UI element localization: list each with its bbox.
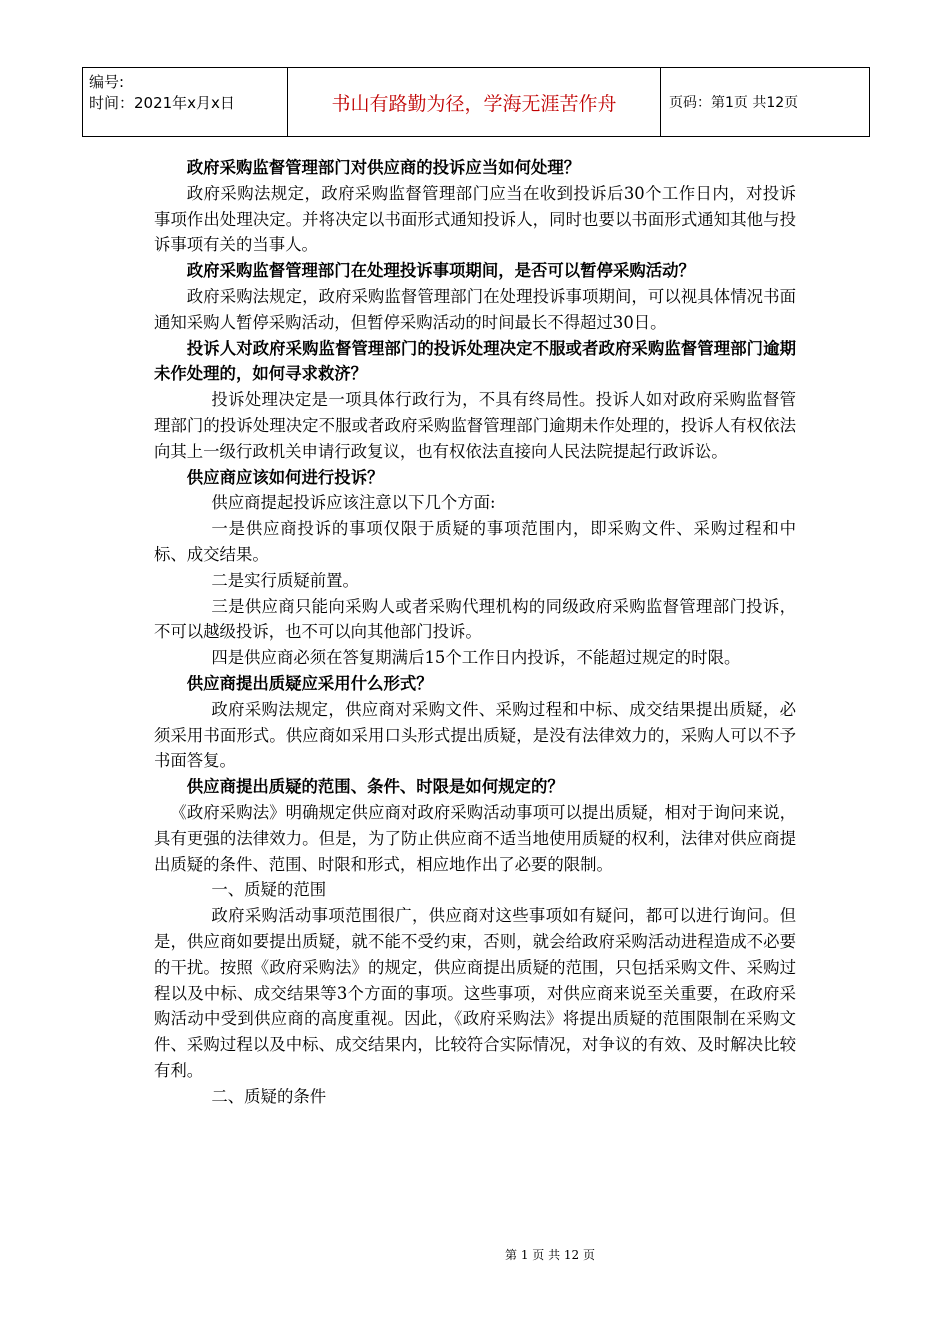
paragraph: 政府采购监督管理部门对供应商的投诉应当如何处理？ [186,158,581,177]
paragraph: 三是供应商只能向采购人或者采购代理机构的同级政府采购监督管理部门投诉，不可以越级投诉，也不可以向其他部门投诉。 [154,596,796,642]
header-motto-cell [288,68,661,137]
header-meta-cell [83,68,288,137]
paragraph: 供应商提起投诉应该注意以下几个方面: [211,493,496,513]
header-page-cell [661,68,870,137]
paragraph: 《政府采购法》明确规定供应商对政府采购活动事项可以提出质疑，相对于询问来说，具有更强的法律效力。但是，为了防止供应商不适当地使用质疑的权利，法律对供应商提出质疑的条件、范围、时限和形式，相应地作出了必要的限制。 [154,802,796,874]
footer-page-number: 第 1 页 共 12 页 [505,1248,595,1262]
paragraph: 政府采购活动事项范围很广，供应商对这些事项如有疑问，都可以进行询问。但是，供应商如要提出质疑，就不能不受约束，否则，就会给政府采购活动进程造成不必要的干扰。按照《政府采购法》的规定，供应商提出质疑的范围，只包括采购文件、采购过程以及中标、成交结果等3个方面的事项。这些事项，对供应商来说至关重要，在政府采购活动中受到供应商的高度重视。因此，《政府采购法》将提出质疑的范围限制在采购文件、采购过程以及中标、成交结果内，比较符合实际情况，对争议的有效、及时解决比较有利。 [154,906,796,1080]
document-time: 时间：2021年x月x日 [89,94,235,112]
page-footer [0,1246,950,1263]
document-header [82,67,870,137]
paragraph: 供应商应该如何进行投诉？ [186,467,384,487]
paragraph: 政府采购法规定，政府采购监督管理部门在处理投诉事项期间，可以视具体情况书面通知采购人暂停采购活动，但暂停采购活动的时间最长不得超过30日。 [154,286,796,332]
motto-text: 书山有路勤为径，学海无涯苦作舟 [331,92,617,115]
paragraph: 供应商提出质疑应采用什么形式？ [186,673,433,693]
paragraph: 政府采购监督管理部门在处理投诉事项期间，是否可以暂停采购活动？ [186,261,695,281]
paragraph: 一、质疑的范围 [211,880,327,900]
document-body [154,155,796,1109]
paragraph: 投诉处理决定是一项具体行政行为，不具有终局性。投诉人如对政府采购监督管理部门的投诉处理决定不服或者政府采购监督管理部门逾期未作处理的，投诉人有权依法向其上一级行政机关申请行政复议，也有权依法直接向人民法院提起行政诉讼。 [154,390,796,461]
paragraph: 二、质疑的条件 [211,1086,327,1106]
paragraph: 投诉人对政府采购监督管理部门的投诉处理决定不服或者政府采购监督管理部门逾期未作处理的，如何寻求救济？ [154,338,796,384]
paragraph: 一是供应商投诉的事项仅限于质疑的事项范围内，即采购文件、采购过程和中标、成交结果。 [154,519,796,564]
paragraph: 供应商提出质疑的范围、条件、时限是如何规定的？ [186,777,564,797]
header-page-info: 页码：第1页 共12页 [669,95,799,111]
paragraph: 二是实行质疑前置。 [211,570,359,590]
paragraph: 政府采购法规定，供应商对采购文件、采购过程和中标、成交结果提出质疑，必须采用书面形式。供应商如采用口头形式提出质疑，是没有法律效力的，采购人可以不予书面答复。 [154,699,796,771]
document-number: 编号: [89,73,125,91]
paragraph: 四是供应商必须在答复期满后15个工作日内投诉，不能超过规定的时限。 [211,648,741,668]
paragraph: 政府采购法规定，政府采购监督管理部门应当在收到投诉后30个工作日内，对投诉事项作出处理决定。并将决定以书面形式通知投诉人，同时也要以书面形式通知其他与投诉事项有关的当事人。 [154,183,796,255]
